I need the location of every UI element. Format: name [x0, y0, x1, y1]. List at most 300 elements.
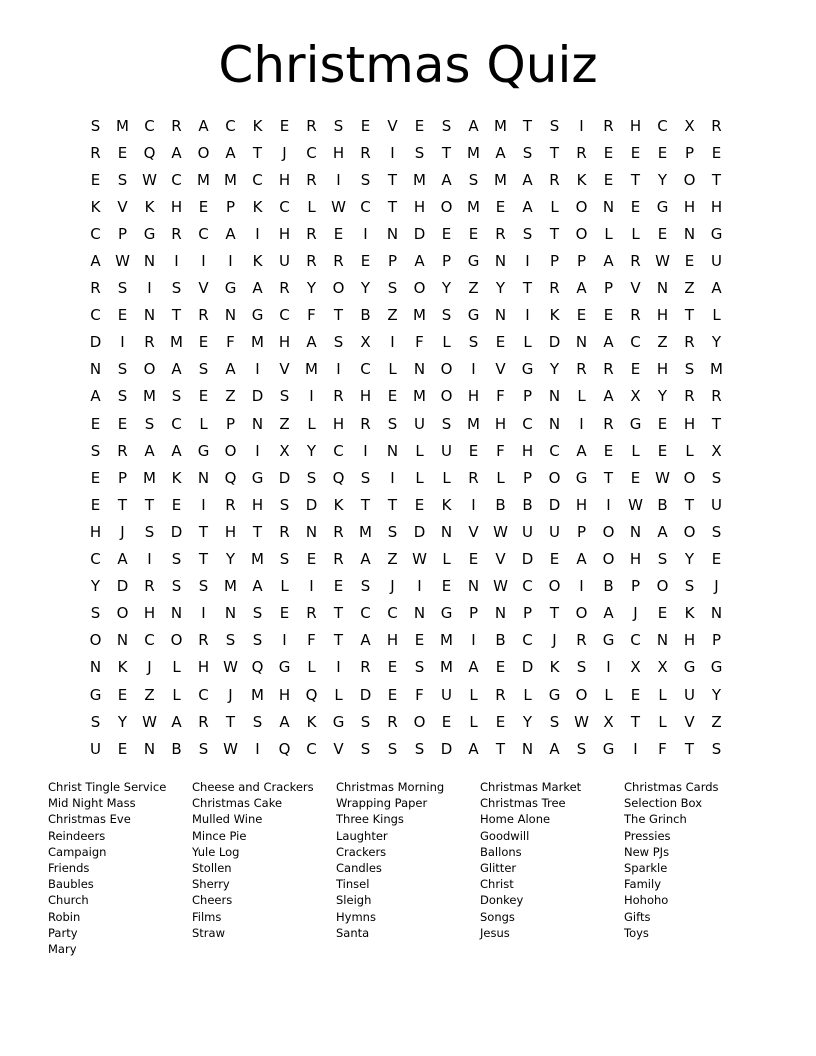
grid-letter[interactable]: Z	[468, 279, 479, 298]
grid-letter[interactable]: E	[657, 224, 668, 243]
grid-letter[interactable]: A	[522, 197, 533, 216]
grid-letter[interactable]: T	[117, 495, 128, 514]
grid-letter[interactable]: S	[441, 116, 452, 135]
grid-letter[interactable]: G	[467, 306, 480, 325]
grid-letter[interactable]: S	[171, 550, 182, 569]
grid-letter[interactable]: I	[579, 414, 584, 433]
grid-letter[interactable]: O	[143, 360, 156, 379]
grid-letter[interactable]: R	[333, 550, 344, 569]
grid-letter[interactable]: K	[117, 658, 128, 677]
grid-letter[interactable]: E	[549, 550, 560, 569]
grid-letter[interactable]: G	[521, 360, 534, 379]
grid-letter[interactable]: I	[390, 468, 395, 487]
grid-letter[interactable]: E	[576, 306, 587, 325]
grid-letter[interactable]: E	[360, 116, 371, 135]
grid-letter[interactable]: X	[630, 658, 641, 677]
grid-letter[interactable]: L	[604, 224, 613, 243]
grid-letter[interactable]: S	[468, 333, 479, 352]
grid-letter[interactable]: R	[225, 495, 236, 514]
grid-letter[interactable]: R	[549, 170, 560, 189]
grid-letter[interactable]: H	[629, 550, 642, 569]
grid-letter[interactable]: N	[170, 604, 183, 623]
grid-letter[interactable]: N	[548, 387, 561, 406]
grid-letter[interactable]: L	[442, 468, 451, 487]
grid-letter[interactable]: S	[279, 387, 290, 406]
grid-letter[interactable]: P	[711, 631, 722, 650]
grid-letter[interactable]: O	[413, 712, 426, 731]
grid-letter[interactable]: R	[603, 116, 614, 135]
grid-letter[interactable]: D	[413, 522, 426, 541]
grid-letter[interactable]: R	[198, 712, 209, 731]
grid-letter[interactable]: R	[360, 414, 371, 433]
grid-letter[interactable]: J	[714, 577, 719, 596]
grid-letter[interactable]: A	[711, 279, 722, 298]
grid-letter[interactable]: G	[467, 252, 480, 271]
grid-letter[interactable]: C	[144, 631, 155, 650]
grid-letter[interactable]: A	[144, 441, 155, 460]
grid-letter[interactable]: I	[390, 333, 395, 352]
grid-letter[interactable]: P	[522, 604, 533, 623]
grid-letter[interactable]: F	[496, 441, 505, 460]
grid-letter[interactable]: C	[387, 604, 398, 623]
grid-letter[interactable]: M	[143, 387, 156, 406]
grid-letter[interactable]: E	[441, 224, 452, 243]
grid-letter[interactable]: T	[522, 116, 533, 135]
grid-letter[interactable]: P	[576, 252, 587, 271]
grid-letter[interactable]: Z	[711, 712, 722, 731]
grid-letter[interactable]: A	[90, 252, 101, 271]
grid-letter[interactable]: E	[657, 441, 668, 460]
grid-letter[interactable]: S	[414, 739, 425, 758]
grid-letter[interactable]: R	[198, 306, 209, 325]
grid-letter[interactable]: F	[226, 333, 235, 352]
grid-letter[interactable]: C	[522, 414, 533, 433]
grid-letter[interactable]: M	[413, 387, 426, 406]
grid-letter[interactable]: S	[657, 550, 668, 569]
grid-letter[interactable]: E	[495, 712, 506, 731]
grid-letter[interactable]: L	[388, 360, 397, 379]
grid-letter[interactable]: N	[413, 360, 426, 379]
grid-letter[interactable]: T	[333, 306, 344, 325]
grid-letter[interactable]: N	[494, 252, 507, 271]
grid-letter[interactable]: P	[225, 197, 236, 216]
grid-letter[interactable]: S	[360, 577, 371, 596]
grid-letter[interactable]: U	[711, 252, 722, 271]
grid-letter[interactable]: H	[386, 631, 399, 650]
grid-letter[interactable]: C	[225, 116, 236, 135]
grid-letter[interactable]: E	[603, 143, 614, 162]
grid-letter[interactable]: V	[198, 279, 209, 298]
grid-letter[interactable]: A	[549, 739, 560, 758]
grid-letter[interactable]: U	[414, 414, 425, 433]
grid-letter[interactable]: T	[630, 712, 641, 731]
grid-letter[interactable]: E	[198, 333, 209, 352]
grid-letter[interactable]: S	[198, 577, 209, 596]
grid-letter[interactable]: C	[90, 224, 101, 243]
grid-letter[interactable]: E	[279, 604, 290, 623]
grid-letter[interactable]: M	[467, 143, 480, 162]
grid-letter[interactable]: E	[90, 495, 101, 514]
grid-letter[interactable]: G	[197, 441, 210, 460]
grid-letter[interactable]: P	[225, 414, 236, 433]
grid-letter[interactable]: T	[549, 143, 560, 162]
grid-letter[interactable]: M	[224, 577, 237, 596]
grid-letter[interactable]: D	[89, 333, 102, 352]
grid-letter[interactable]: Y	[360, 279, 371, 298]
grid-letter[interactable]: O	[575, 197, 588, 216]
grid-letter[interactable]: T	[603, 468, 614, 487]
grid-letter[interactable]: K	[252, 116, 263, 135]
grid-letter[interactable]: Y	[657, 387, 668, 406]
grid-letter[interactable]: N	[89, 658, 102, 677]
grid-letter[interactable]: S	[360, 712, 371, 731]
grid-letter[interactable]: R	[90, 143, 101, 162]
grid-letter[interactable]: E	[657, 414, 668, 433]
grid-letter[interactable]: E	[468, 441, 479, 460]
grid-letter[interactable]: N	[89, 360, 102, 379]
grid-letter[interactable]: N	[602, 197, 615, 216]
grid-letter[interactable]: J	[390, 577, 395, 596]
grid-letter[interactable]: Z	[144, 685, 155, 704]
grid-letter[interactable]: S	[576, 739, 587, 758]
grid-letter[interactable]: H	[278, 170, 291, 189]
grid-letter[interactable]: P	[441, 252, 452, 271]
grid-letter[interactable]: E	[117, 739, 128, 758]
grid-letter[interactable]: I	[336, 360, 341, 379]
grid-letter[interactable]: R	[306, 604, 317, 623]
grid-letter[interactable]: A	[90, 387, 101, 406]
grid-letter[interactable]: M	[170, 333, 183, 352]
grid-letter[interactable]: H	[332, 414, 345, 433]
grid-letter[interactable]: T	[387, 197, 398, 216]
grid-letter[interactable]: W	[655, 468, 670, 487]
grid-letter[interactable]: I	[579, 577, 584, 596]
grid-letter[interactable]: S	[387, 739, 398, 758]
grid-letter[interactable]: I	[336, 658, 341, 677]
grid-letter[interactable]: D	[521, 658, 534, 677]
grid-letter[interactable]: R	[630, 252, 641, 271]
grid-letter[interactable]: D	[116, 577, 129, 596]
grid-letter[interactable]: V	[684, 712, 695, 731]
grid-letter[interactable]: L	[631, 441, 640, 460]
grid-letter[interactable]: A	[171, 360, 182, 379]
grid-letter[interactable]: N	[521, 739, 534, 758]
grid-letter[interactable]: C	[306, 739, 317, 758]
grid-letter[interactable]: M	[710, 360, 723, 379]
grid-letter[interactable]: K	[333, 495, 344, 514]
grid-letter[interactable]: O	[656, 577, 669, 596]
grid-letter[interactable]: E	[90, 468, 101, 487]
grid-letter[interactable]: K	[90, 197, 101, 216]
grid-letter[interactable]: O	[89, 631, 102, 650]
grid-letter[interactable]: G	[575, 468, 588, 487]
grid-letter[interactable]: X	[279, 441, 290, 460]
grid-letter[interactable]: W	[655, 252, 670, 271]
grid-letter[interactable]: T	[684, 739, 695, 758]
grid-letter[interactable]: I	[525, 306, 530, 325]
grid-letter[interactable]: W	[628, 495, 643, 514]
grid-letter[interactable]: V	[117, 197, 128, 216]
grid-letter[interactable]: M	[224, 170, 237, 189]
grid-letter[interactable]: H	[170, 197, 183, 216]
grid-letter[interactable]: N	[548, 414, 561, 433]
grid-letter[interactable]: E	[279, 116, 290, 135]
grid-letter[interactable]: R	[630, 306, 641, 325]
grid-letter[interactable]: E	[657, 604, 668, 623]
grid-letter[interactable]: O	[575, 685, 588, 704]
grid-letter[interactable]: X	[684, 116, 695, 135]
grid-letter[interactable]: N	[467, 577, 480, 596]
grid-letter[interactable]: H	[683, 197, 696, 216]
grid-letter[interactable]: E	[117, 143, 128, 162]
grid-letter[interactable]: I	[525, 252, 530, 271]
grid-letter[interactable]: E	[333, 577, 344, 596]
grid-letter[interactable]: A	[603, 252, 614, 271]
grid-letter[interactable]: V	[495, 550, 506, 569]
grid-letter[interactable]: A	[117, 550, 128, 569]
grid-letter[interactable]: V	[333, 739, 344, 758]
grid-letter[interactable]: T	[387, 495, 398, 514]
grid-letter[interactable]: Y	[306, 441, 317, 460]
grid-letter[interactable]: R	[495, 224, 506, 243]
grid-letter[interactable]: R	[306, 116, 317, 135]
grid-letter[interactable]: Z	[684, 279, 695, 298]
grid-letter[interactable]: N	[683, 224, 696, 243]
grid-letter[interactable]: A	[468, 658, 479, 677]
grid-letter[interactable]: M	[359, 522, 372, 541]
grid-letter[interactable]: L	[550, 197, 559, 216]
grid-letter[interactable]: P	[603, 279, 614, 298]
grid-letter[interactable]: E	[495, 658, 506, 677]
grid-letter[interactable]: G	[602, 739, 615, 758]
grid-letter[interactable]: H	[197, 658, 210, 677]
grid-letter[interactable]: R	[711, 116, 722, 135]
grid-letter[interactable]: O	[683, 170, 696, 189]
grid-letter[interactable]: E	[657, 143, 668, 162]
grid-letter[interactable]: L	[523, 685, 532, 704]
grid-letter[interactable]: G	[278, 658, 291, 677]
grid-letter[interactable]: C	[333, 441, 344, 460]
grid-letter[interactable]: Z	[225, 387, 236, 406]
grid-letter[interactable]: E	[117, 685, 128, 704]
grid-letter[interactable]: S	[117, 279, 128, 298]
grid-letter[interactable]: N	[305, 522, 318, 541]
grid-letter[interactable]: L	[712, 306, 721, 325]
grid-letter[interactable]: L	[442, 550, 451, 569]
grid-letter[interactable]: L	[631, 224, 640, 243]
grid-letter[interactable]: C	[252, 170, 263, 189]
grid-letter[interactable]: A	[171, 143, 182, 162]
grid-letter[interactable]: M	[494, 170, 507, 189]
grid-letter[interactable]: L	[199, 414, 208, 433]
grid-letter[interactable]: N	[116, 631, 129, 650]
grid-letter[interactable]: C	[198, 685, 209, 704]
grid-letter[interactable]: R	[171, 224, 182, 243]
grid-letter[interactable]: A	[576, 550, 587, 569]
grid-letter[interactable]: E	[630, 468, 641, 487]
grid-letter[interactable]: G	[440, 604, 453, 623]
grid-letter[interactable]: H	[467, 387, 480, 406]
grid-letter[interactable]: T	[711, 170, 722, 189]
grid-letter[interactable]: B	[657, 495, 668, 514]
grid-letter[interactable]: O	[224, 441, 237, 460]
grid-letter[interactable]: T	[711, 414, 722, 433]
grid-letter[interactable]: H	[629, 116, 642, 135]
grid-letter[interactable]: U	[441, 441, 452, 460]
grid-letter[interactable]: E	[414, 631, 425, 650]
grid-letter[interactable]: Y	[117, 712, 128, 731]
grid-letter[interactable]: R	[549, 279, 560, 298]
grid-letter[interactable]: E	[468, 550, 479, 569]
grid-letter[interactable]: E	[198, 387, 209, 406]
grid-letter[interactable]: U	[522, 522, 533, 541]
grid-letter[interactable]: N	[629, 522, 642, 541]
grid-letter[interactable]: S	[684, 577, 695, 596]
grid-letter[interactable]: W	[115, 252, 130, 271]
grid-letter[interactable]: O	[548, 577, 561, 596]
grid-letter[interactable]: S	[549, 712, 560, 731]
grid-letter[interactable]: A	[522, 170, 533, 189]
grid-letter[interactable]: P	[630, 577, 641, 596]
grid-letter[interactable]: B	[171, 739, 182, 758]
grid-letter[interactable]: E	[630, 143, 641, 162]
grid-letter[interactable]: W	[142, 170, 157, 189]
grid-letter[interactable]: I	[633, 739, 638, 758]
grid-letter[interactable]: O	[116, 604, 129, 623]
grid-letter[interactable]: N	[143, 306, 156, 325]
grid-letter[interactable]: S	[90, 116, 101, 135]
grid-letter[interactable]: M	[143, 468, 156, 487]
grid-letter[interactable]: I	[390, 143, 395, 162]
grid-letter[interactable]: H	[89, 522, 102, 541]
grid-letter[interactable]: E	[630, 197, 641, 216]
grid-letter[interactable]: S	[360, 170, 371, 189]
grid-letter[interactable]: S	[198, 360, 209, 379]
grid-letter[interactable]: S	[279, 495, 290, 514]
grid-letter[interactable]: M	[305, 360, 318, 379]
grid-letter[interactable]: Z	[657, 333, 668, 352]
grid-letter[interactable]: Y	[495, 279, 506, 298]
grid-letter[interactable]: Y	[441, 279, 452, 298]
grid-letter[interactable]: S	[468, 170, 479, 189]
grid-letter[interactable]: C	[549, 441, 560, 460]
grid-letter[interactable]: H	[683, 414, 696, 433]
grid-letter[interactable]: C	[360, 360, 371, 379]
grid-letter[interactable]: R	[144, 577, 155, 596]
grid-letter[interactable]: S	[387, 279, 398, 298]
grid-letter[interactable]: F	[415, 685, 424, 704]
grid-letter[interactable]: K	[144, 197, 155, 216]
grid-letter[interactable]: I	[255, 360, 260, 379]
grid-letter[interactable]: L	[496, 468, 505, 487]
grid-letter[interactable]: G	[602, 631, 615, 650]
grid-letter[interactable]: Q	[224, 468, 237, 487]
grid-letter[interactable]: S	[522, 143, 533, 162]
grid-letter[interactable]: S	[117, 360, 128, 379]
grid-letter[interactable]: J	[147, 658, 152, 677]
grid-letter[interactable]: C	[522, 631, 533, 650]
grid-letter[interactable]: A	[252, 577, 263, 596]
grid-letter[interactable]: X	[603, 712, 614, 731]
grid-letter[interactable]: G	[332, 712, 345, 731]
grid-letter[interactable]: G	[683, 658, 696, 677]
grid-letter[interactable]: E	[684, 252, 695, 271]
grid-letter[interactable]: R	[711, 387, 722, 406]
grid-letter[interactable]: K	[252, 197, 263, 216]
grid-letter[interactable]: H	[710, 197, 723, 216]
grid-letter[interactable]: A	[441, 170, 452, 189]
grid-letter[interactable]: A	[576, 279, 587, 298]
grid-letter[interactable]: E	[468, 224, 479, 243]
grid-letter[interactable]: Y	[657, 170, 668, 189]
grid-letter[interactable]: C	[279, 197, 290, 216]
grid-letter[interactable]: J	[552, 631, 557, 650]
grid-letter[interactable]: E	[306, 550, 317, 569]
grid-letter[interactable]: R	[603, 360, 614, 379]
grid-letter[interactable]: M	[116, 116, 129, 135]
grid-letter[interactable]: T	[684, 306, 695, 325]
grid-letter[interactable]: E	[630, 360, 641, 379]
grid-letter[interactable]: D	[548, 495, 561, 514]
grid-letter[interactable]: E	[387, 387, 398, 406]
grid-letter[interactable]: A	[468, 739, 479, 758]
grid-letter[interactable]: U	[549, 522, 560, 541]
grid-letter[interactable]: T	[441, 143, 452, 162]
grid-letter[interactable]: A	[603, 387, 614, 406]
grid-letter[interactable]: H	[521, 441, 534, 460]
grid-letter[interactable]: Z	[387, 306, 398, 325]
grid-letter[interactable]: N	[143, 252, 156, 271]
grid-letter[interactable]: D	[305, 495, 318, 514]
grid-letter[interactable]: L	[442, 333, 451, 352]
grid-letter[interactable]: K	[252, 252, 263, 271]
grid-letter[interactable]: L	[307, 414, 316, 433]
grid-letter[interactable]: Y	[90, 577, 101, 596]
grid-letter[interactable]: W	[493, 577, 508, 596]
grid-letter[interactable]: A	[468, 116, 479, 135]
grid-letter[interactable]: L	[658, 712, 667, 731]
grid-letter[interactable]: A	[360, 550, 371, 569]
grid-letter[interactable]: U	[711, 495, 722, 514]
grid-letter[interactable]: R	[360, 658, 371, 677]
grid-letter[interactable]: T	[684, 495, 695, 514]
grid-letter[interactable]: A	[576, 441, 587, 460]
grid-letter[interactable]: N	[224, 604, 237, 623]
grid-letter[interactable]: S	[414, 143, 425, 162]
grid-letter[interactable]: S	[333, 333, 344, 352]
grid-letter[interactable]: D	[440, 739, 453, 758]
grid-letter[interactable]: H	[278, 224, 291, 243]
grid-letter[interactable]: S	[387, 414, 398, 433]
grid-letter[interactable]: K	[306, 712, 317, 731]
grid-letter[interactable]: O	[602, 522, 615, 541]
grid-letter[interactable]: C	[306, 143, 317, 162]
grid-letter[interactable]: V	[630, 279, 641, 298]
grid-letter[interactable]: E	[90, 414, 101, 433]
grid-letter[interactable]: M	[251, 333, 264, 352]
grid-letter[interactable]: H	[575, 495, 588, 514]
grid-letter[interactable]: R	[468, 468, 479, 487]
grid-letter[interactable]: D	[359, 685, 372, 704]
grid-letter[interactable]: Q	[251, 658, 264, 677]
grid-letter[interactable]: X	[360, 333, 371, 352]
grid-letter[interactable]: O	[602, 550, 615, 569]
grid-letter[interactable]: V	[387, 116, 398, 135]
grid-letter[interactable]: A	[657, 522, 668, 541]
grid-letter[interactable]: R	[333, 387, 344, 406]
grid-letter[interactable]: R	[576, 360, 587, 379]
grid-letter[interactable]: N	[251, 414, 264, 433]
